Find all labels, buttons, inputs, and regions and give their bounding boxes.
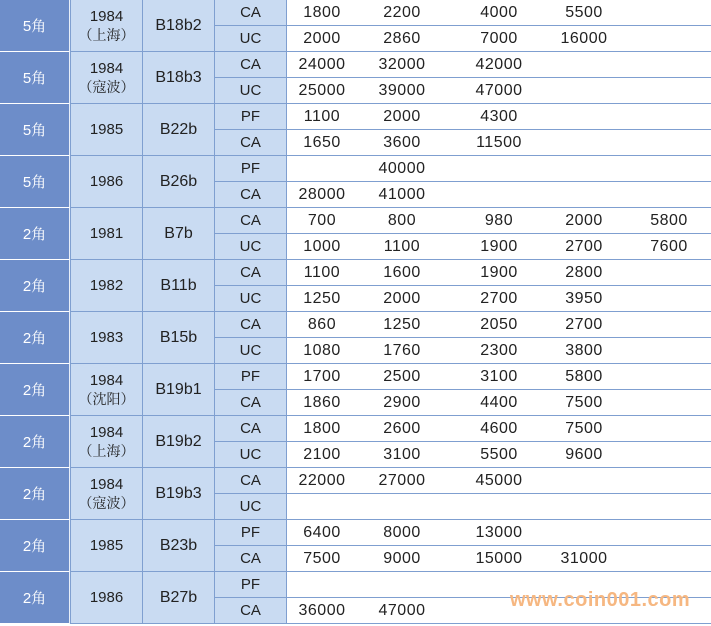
grade-cell: CA [215,130,287,156]
price-cell: 24000 [298,55,346,73]
catalog-code-cell: B11b [143,260,215,312]
price-row [287,156,711,182]
mint-place-text: （上海） [78,442,135,459]
price-cell [627,312,711,337]
price-cell: 1250 [383,315,421,333]
price-row [287,338,711,364]
year-text: 1984 [89,7,124,25]
price-cell: 1650 [303,133,341,151]
price-row [287,260,711,286]
price-cell: 1100 [303,107,341,125]
price-cell: 800 [387,211,417,229]
table-row [0,104,711,156]
year-text: 1986 [89,172,124,190]
price-cell: 3600 [383,133,421,151]
price-cell: 7500 [565,393,603,411]
price-cell: 2700 [565,237,603,255]
price-cell [542,130,626,155]
grade-cell: CA [215,208,287,234]
price-row [287,520,711,546]
price-cell: 2500 [383,367,421,385]
price-cell: 25000 [298,81,346,99]
price-cell [627,468,711,493]
year-cell [70,156,143,208]
price-row [287,364,711,390]
year-text: 1984 [89,475,124,493]
grade-cell: CA [215,52,287,78]
price-cell: 2200 [383,3,421,21]
grade-cell: UC [215,442,287,468]
table-row [0,156,711,208]
price-cell: 40000 [378,159,426,177]
grade-cell: UC [215,338,287,364]
catalog-code-cell: B18b3 [143,52,215,104]
price-cell [627,390,711,415]
price-cell: 1600 [383,263,421,281]
catalog-code-cell: B22b [143,104,215,156]
grade-cell: PF [215,104,287,130]
denomination-cell: 5角 [0,104,70,156]
price-cell [280,572,364,597]
grade-cell: CA [215,416,287,442]
denomination-cell: 2角 [0,572,70,624]
grade-cell: CA [215,182,287,208]
price-cell: 15000 [475,549,523,567]
table-row [0,52,711,104]
catalog-code-cell: B19b3 [143,468,215,520]
price-row [287,78,711,104]
price-cell: 7000 [480,29,518,47]
table-row [0,416,711,468]
price-cell [627,260,711,285]
table-row [0,312,711,364]
table-row [0,364,711,416]
price-cell: 27000 [378,471,426,489]
price-row [287,26,711,52]
price-cell: 45000 [475,471,523,489]
price-cell [627,78,711,103]
grade-cell: UC [215,26,287,52]
price-row [287,0,711,26]
price-cell: 7600 [650,237,688,255]
year-text: 1982 [89,276,124,294]
grade-cell: CA [215,312,287,338]
grade-cell: CA [215,260,287,286]
price-cell: 13000 [475,523,523,541]
price-cell [627,546,711,571]
grade-cell: CA [215,546,287,572]
price-cell: 1250 [303,289,341,307]
price-cell [627,0,711,25]
price-cell: 8000 [383,523,421,541]
price-cell: 4600 [480,419,518,437]
price-cell: 39000 [378,81,426,99]
price-cell: 1700 [303,367,341,385]
price-cell: 16000 [560,29,608,47]
price-row [287,442,711,468]
price-cell: 4000 [480,3,518,21]
price-cell: 2100 [303,445,341,463]
price-cell: 1860 [303,393,341,411]
year-text: 1984 [89,371,124,389]
mint-place-text: （寇波） [78,78,135,95]
price-cell: 41000 [378,185,426,203]
price-cell [360,494,444,519]
price-cell: 2700 [565,315,603,333]
grade-cell: PF [215,572,287,598]
year-cell [70,416,143,468]
price-row [287,312,711,338]
price-cell: 5500 [565,3,603,21]
year-cell [70,520,143,572]
price-cell: 36000 [298,601,346,619]
price-cell: 5800 [650,211,688,229]
denomination-cell: 2角 [0,468,70,520]
price-cell: 6400 [303,523,341,541]
price-cell [627,26,711,51]
price-cell: 1900 [480,263,518,281]
table-row [0,0,711,52]
price-cell: 2000 [383,289,421,307]
watermark-text: www.coin001.com [510,589,691,611]
price-row [287,208,711,234]
denomination-cell: 5角 [0,0,70,52]
price-row [287,546,711,572]
grade-cell: PF [215,364,287,390]
table-row [0,208,711,260]
year-text: 1981 [89,224,124,242]
price-cell [280,494,364,519]
price-row [287,416,711,442]
year-cell [70,104,143,156]
price-row [287,52,711,78]
price-cell: 3800 [565,341,603,359]
price-cell [627,520,711,545]
year-text: 1984 [89,59,124,77]
year-cell [70,52,143,104]
denomination-cell: 2角 [0,260,70,312]
price-cell [627,130,711,155]
price-cell [627,182,711,207]
denomination-cell: 2角 [0,312,70,364]
year-text: 1984 [89,423,124,441]
price-cell: 2800 [565,263,603,281]
price-cell: 22000 [298,471,346,489]
price-cell: 4300 [480,107,518,125]
price-cell: 5800 [565,367,603,385]
price-cell: 7500 [303,549,341,567]
year-text: 1986 [89,588,124,606]
grade-cell: UC [215,494,287,520]
price-cell: 32000 [378,55,426,73]
year-cell [70,468,143,520]
price-cell: 1000 [303,237,341,255]
denomination-cell: 2角 [0,364,70,416]
price-cell [627,416,711,441]
grade-cell: UC [215,286,287,312]
year-cell [70,208,143,260]
price-cell: 1900 [480,237,518,255]
table-row [0,520,711,572]
price-cell: 3950 [565,289,603,307]
denomination-cell: 2角 [0,416,70,468]
denomination-cell: 2角 [0,520,70,572]
grade-cell: CA [215,598,287,624]
price-cell: 3100 [383,445,421,463]
price-cell [457,182,541,207]
price-cell [627,156,711,181]
grade-cell: CA [215,468,287,494]
price-cell: 2050 [480,315,518,333]
price-cell: 2860 [383,29,421,47]
price-cell [457,156,541,181]
price-cell [627,494,711,519]
price-cell [627,104,711,129]
price-cell: 42000 [475,55,523,73]
price-cell [627,364,711,389]
price-cell [627,442,711,467]
year-text: 1985 [89,120,124,138]
price-cell: 980 [484,211,514,229]
price-cell [542,468,626,493]
grade-cell: PF [215,156,287,182]
grade-cell: UC [215,234,287,260]
price-row [287,182,711,208]
price-cell: 4400 [480,393,518,411]
price-cell: 47000 [378,601,426,619]
price-cell [280,156,364,181]
price-cell: 2700 [480,289,518,307]
price-cell: 9600 [565,445,603,463]
catalog-code-cell: B18b2 [143,0,215,52]
table-row [0,468,711,520]
price-cell: 47000 [475,81,523,99]
price-cell [542,520,626,545]
year-cell [70,260,143,312]
catalog-code-cell: B19b1 [143,364,215,416]
price-row [287,468,711,494]
price-cell: 1760 [383,341,421,359]
price-cell: 2900 [383,393,421,411]
price-cell: 28000 [298,185,346,203]
year-cell [70,364,143,416]
price-row [287,104,711,130]
price-cell [627,338,711,363]
price-cell [542,156,626,181]
price-cell [627,286,711,311]
grade-cell: PF [215,520,287,546]
year-cell [70,312,143,364]
catalog-code-cell: B26b [143,156,215,208]
price-cell [360,572,444,597]
price-row [287,130,711,156]
catalog-code-cell: B7b [143,208,215,260]
mint-place-text: （沈阳） [78,390,135,407]
year-text: 1985 [89,536,124,554]
price-cell: 2000 [565,211,603,229]
price-cell: 1080 [303,341,341,359]
year-cell [70,572,143,624]
price-cell: 7500 [565,419,603,437]
price-cell [542,104,626,129]
price-cell [627,52,711,77]
price-cell: 2000 [303,29,341,47]
price-cell: 5500 [480,445,518,463]
price-cell [457,494,541,519]
grade-cell: CA [215,390,287,416]
year-cell [70,0,143,52]
price-cell: 1100 [303,263,341,281]
price-cell [542,78,626,103]
denomination-cell: 5角 [0,156,70,208]
price-cell [542,52,626,77]
price-cell: 1800 [303,419,341,437]
price-row [287,494,711,520]
year-text: 1983 [89,328,124,346]
price-cell: 2000 [383,107,421,125]
price-cell [542,494,626,519]
price-cell: 11500 [476,133,522,151]
grade-cell: CA [215,0,287,26]
table-row [0,260,711,312]
catalog-code-cell: B19b2 [143,416,215,468]
price-cell: 2600 [383,419,421,437]
price-cell: 31000 [560,549,608,567]
price-cell: 1800 [303,3,341,21]
denomination-cell: 2角 [0,208,70,260]
mint-place-text: （寇波） [78,494,135,511]
denomination-cell: 5角 [0,52,70,104]
price-cell: 2300 [480,341,518,359]
catalog-code-cell: B15b [143,312,215,364]
mint-place-text: （上海） [78,26,135,43]
grade-cell: UC [215,78,287,104]
catalog-code-cell: B23b [143,520,215,572]
price-row [287,286,711,312]
price-cell: 700 [307,211,337,229]
price-cell: 3100 [480,367,518,385]
catalog-code-cell: B27b [143,572,215,624]
price-cell [542,182,626,207]
price-cell: 1100 [383,237,421,255]
price-row [287,390,711,416]
price-cell: 9000 [383,549,421,567]
price-cell: 860 [307,315,337,333]
price-row [287,234,711,260]
